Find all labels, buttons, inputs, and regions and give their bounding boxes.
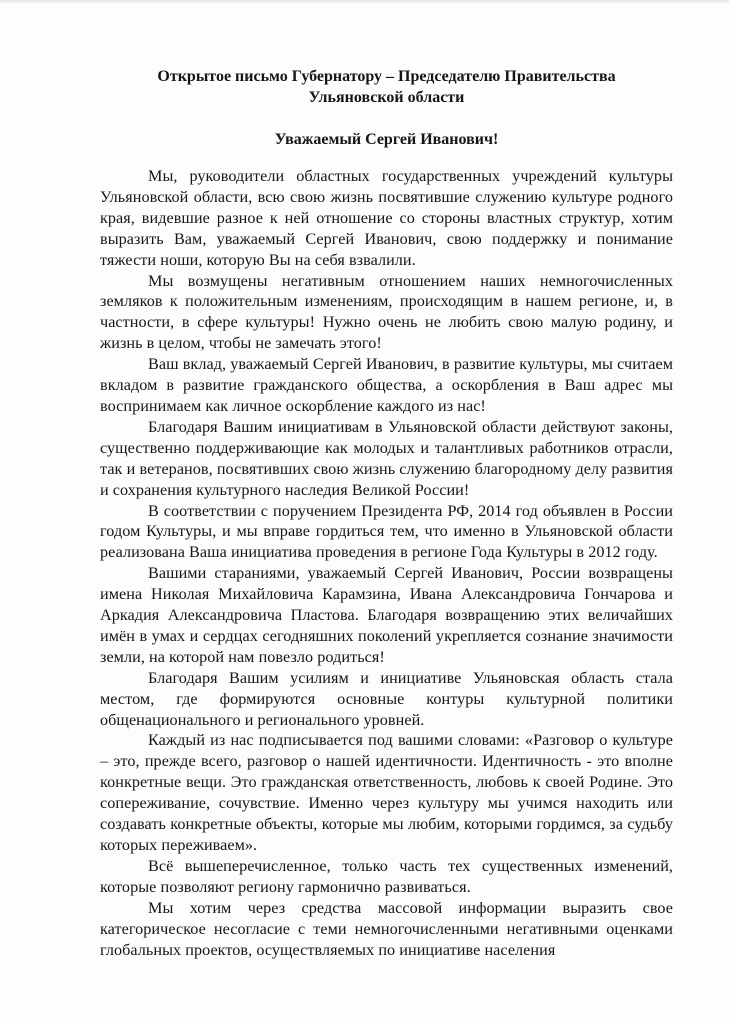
paragraph-6: Вашими стараниями, уважаемый Сергей Иванович, России возвращены имена Николая Михайловича Карамзина, Ивана Александровича Гончарова и Аркадия Александровича Пластова. Благодаря возвращению этих величайших имён в умах и сердцах сегодняшних поколений укрепляется сознание значимости земли, на которой нам повезло родиться! (100, 564, 673, 666)
paragraph-8: Каждый из нас подписывается под вашими словами: «Разговор о культуре – это, прежде всего, разговор о нашей идентичности. Идентичность - это вполне конкретные вещи. Это гражданская ответственность, любовь к своей Родине. Это сопереживание, сочувствие. Именно через культуру мы учимся находить или создавать конкретные объекты, которые мы любим, которыми гордимся, за судьбу которых переживаем». (100, 731, 673, 854)
letter-greeting: Уважаемый Сергей Иванович! (274, 131, 499, 148)
paragraph-2: Мы возмущены негативным отношением наших немногочисленных земляков к положительным изменениям, происходящим в нашем регионе, и, в частности, в сфере культуры! Нужно очень не любить свою малую родину, и жизнь в целом, чтобы не замечать этого! (100, 271, 673, 353)
letter-title-line-2: Ульяновской области (308, 89, 465, 106)
paragraph-1: Мы, руководители областных государственных учреждений культуры Ульяновской области, всю свою жизнь посвятившие служению культуре родного края, видевшие разное к ней отношение со стороны властных структур, хотим выразить Вам, уважаемый Сергей Иванович, свою поддержку и понимание тяжести ноши, которую Вы на себя взвалили. (100, 167, 673, 269)
paragraph-9: Всё вышеперечисленное, только часть тех существенных изменений, которые позволяют региону гармонично развиваться. (100, 856, 673, 896)
letter-body (100, 66, 673, 960)
paragraph-7: Благодаря Вашим усилиям и инициативе Ульяновская область стала местом, где формируются основные контуры культурной политики общенационального и регионального уровней. (100, 668, 673, 729)
paragraph-4: Благодаря Вашим инициативам в Ульяновской области действуют законы, существенно поддерживающие как молодых и талантливых работников отрасли, так и ветеранов, посвятивших свою жизнь служению благородному делу развития и сохранения культурного наследия Великой России! (100, 417, 673, 499)
scan-edge (0, 0, 729, 4)
paragraph-10: Мы хотим через средства массовой информации выразить свое категорическое несогласие с теми немногочисленными негативными оценками глобальных проектов, осуществляемых по инициативе населения (100, 898, 673, 959)
letter-title (100, 66, 673, 108)
paragraph-5: В соответствии с поручением Президента РФ, 2014 год объявлен в России годом Культуры, и мы вправе гордиться тем, что именно в Ульяновской области реализована Ваша инициатива проведения в регионе Года Культуры в 2012 году. (100, 501, 673, 562)
letter-title-line-1: Открытое письмо Губернатору – Председателю Правительства (157, 68, 616, 85)
paragraph-3: Ваш вклад, уважаемый Сергей Иванович, в развитие культуры, мы считаем вкладом в развитие гражданского общества, а оскорбления в Ваш адрес мы воспринимаем как личное оскорбление каждого из нас! (100, 355, 673, 415)
